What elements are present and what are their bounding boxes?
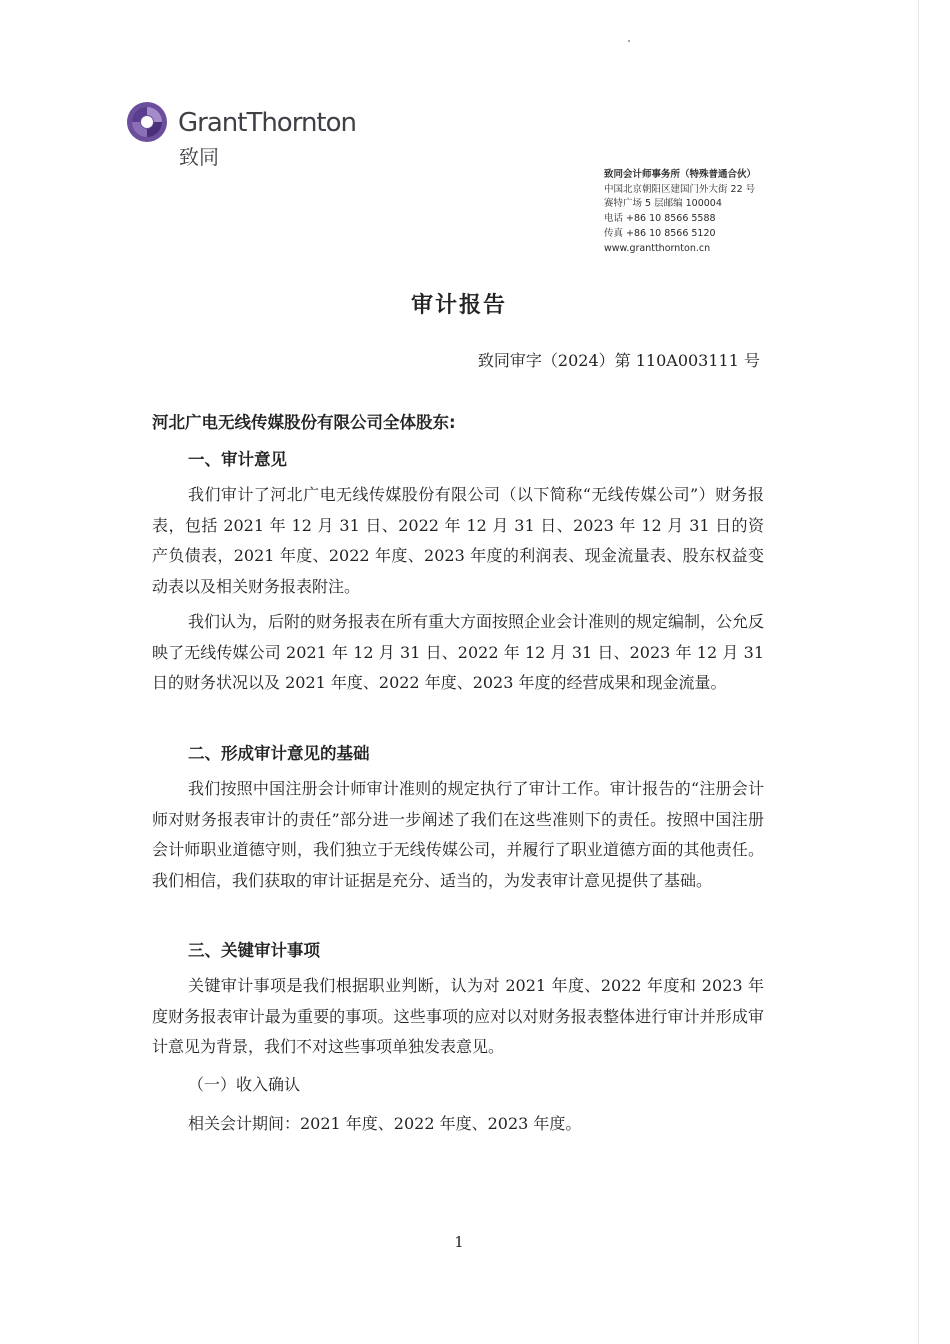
brand-name-cn: 致同 bbox=[179, 145, 219, 169]
address-line-1: 中国北京朝阳区建国门外大街 22 号 bbox=[604, 183, 756, 195]
grant-thornton-logo-icon bbox=[126, 101, 168, 143]
addressee: 河北广电无线传媒股份有限公司全体股东: bbox=[152, 413, 456, 432]
page-edge-line bbox=[918, 0, 919, 1344]
section-1-paragraph-1: 我们审计了河北广电无线传媒股份有限公司（以下简称“无线传媒公司”）财务报表，包括 2021 年 12 月 31 日、2022 年 12 月 31 日、2023 年 12 月 31 日的资产负债表，2021 年度、2022 年度、2023 年度的利润表、现金流量表、股东权益变动表以及相关财务报表附注。 bbox=[152, 485, 764, 596]
section-3-heading: 三、关键审计事项 bbox=[188, 941, 320, 960]
phone-number: 电话 +86 10 8566 5588 bbox=[604, 213, 716, 225]
item-1-heading: （一）收入确认 bbox=[188, 1075, 301, 1094]
section-1-paragraph-2: 我们认为，后附的财务报表在所有重大方面按照企业会计准则的规定编制，公允反映了无线传媒公司 2021 年 12 月 31 日、2022 年 12 月 31 日、2023 年 12 月 31 日的财务状况以及 2021 年度、2022 年度、2023 年度的经营成果和现金流量。 bbox=[152, 612, 765, 692]
page-number: 1 bbox=[454, 1233, 464, 1251]
item-1-period: 相关会计期间：2021 年度、2022 年度、2023 年度。 bbox=[188, 1114, 582, 1133]
report-title: 审计报告 bbox=[410, 293, 507, 318]
report-reference-number: 致同审字（2024）第 110A003111 号 bbox=[477, 351, 760, 370]
section-2-paragraph-1: 我们按照中国注册会计师审计准则的规定执行了审计工作。审计报告的“注册会计师对财务报表审计的责任”部分进一步阐述了我们在这些准则下的责任。按照中国注册会计师职业道德守则，我们独立于无线传媒公司，并履行了职业道德方面的其他责任。我们相信，我们获取的审计证据是充分、适当的，为发表审计意见提供了基础。 bbox=[152, 779, 764, 890]
website: www.grantthornton.cn bbox=[604, 242, 711, 254]
scan-speck bbox=[628, 40, 630, 42]
firm-name: 致同会计师事务所（特殊普通合伙） bbox=[604, 169, 757, 180]
section-2-heading: 二、形成审计意见的基础 bbox=[188, 744, 370, 763]
fax-number: 传真 +86 10 8566 5120 bbox=[604, 227, 716, 239]
firm-address-block bbox=[604, 168, 756, 256]
section-1-heading: 一、审计意见 bbox=[188, 450, 287, 469]
section-3-paragraph-1: 关键审计事项是我们根据职业判断，认为对 2021 年度、2022 年度和 2023 年度财务报表审计最为重要的事项。这些事项的应对以对财务报表整体进行审计并形成审计意见为背景，我们不对这些事项单独发表意见。 bbox=[152, 976, 764, 1056]
brand-name: GrantThornton bbox=[178, 108, 357, 138]
address-line-2: 赛特广场 5 层邮编 100004 bbox=[604, 198, 722, 210]
